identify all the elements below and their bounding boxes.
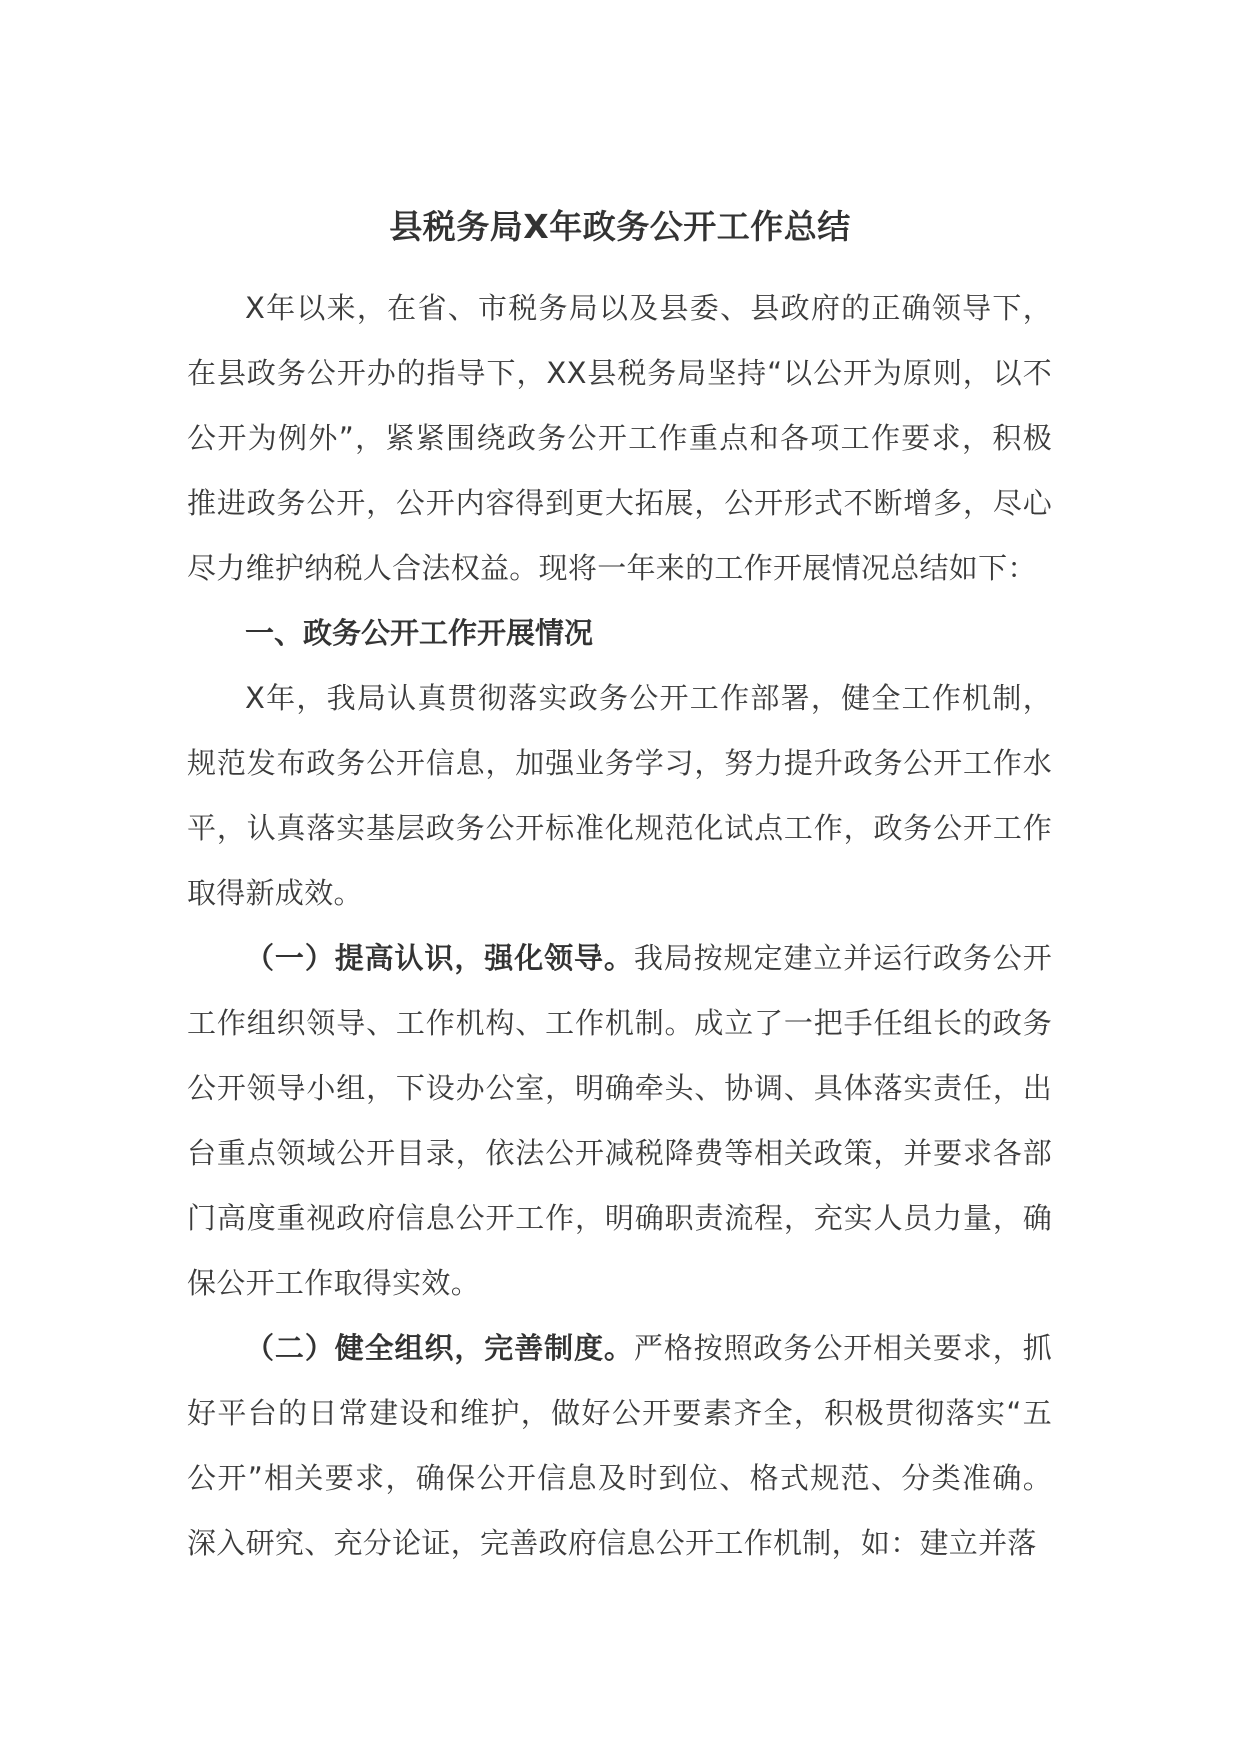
section-heading-1: 一、政务公开工作开展情况 <box>245 616 594 650</box>
subsection-2-lead: （二）健全组织，完善制度。 <box>245 1331 634 1365</box>
subsection-1-lead: （一）提高认识，强化领导。 <box>245 941 634 975</box>
document-title: 县税务局X年政务公开工作总结 <box>389 207 851 246</box>
subsection-2-text: 严格按照政务公开相关要求，抓好平台的日常建设和维护，做好公开要素齐全，积极贯彻落实“五公开”相关要求，确保公开信息及时到位、格式规范、分类准确。深入研究、充分论证，完善政府信息公开工作机制，如：建立并落 <box>187 1331 1053 1560</box>
subsection-2-paragraph <box>187 1316 1052 1576</box>
document-body <box>187 276 1052 1576</box>
subsection-1-paragraph <box>187 926 1052 1316</box>
intro-paragraph: X年以来，在省、市税务局以及县委、县政府的正确领导下，在县政务公开办的指导下，XX县税务局坚持“以公开为原则，以不公开为例外”，紧紧围绕政务公开工作重点和各项工作要求，积极推进政务公开，公开内容得到更大拓展，公开形式不断增多，尽心尽力维护纳税人合法权益。现将一年来的工作开展情况总结如下： <box>187 291 1052 585</box>
section-1-paragraph: X年，我局认真贯彻落实政务公开工作部署，健全工作机制，规范发布政务公开信息，加强业务学习，努力提升政务公开工作水平，认真落实基层政务公开标准化规范化试点工作，政务公开工作取得新成效。 <box>187 681 1052 910</box>
subsection-1-text: 我局按规定建立并运行政务公开工作组织领导、工作机构、工作机制。成立了一把手任组长的政务公开领导小组，下设办公室，明确牵头、协调、具体落实责任，出台重点领域公开目录，依法公开减税降费等相关政策，并要求各部门高度重视政府信息公开工作，明确职责流程，充实人员力量，确保公开工作取得实效。 <box>187 941 1053 1300</box>
